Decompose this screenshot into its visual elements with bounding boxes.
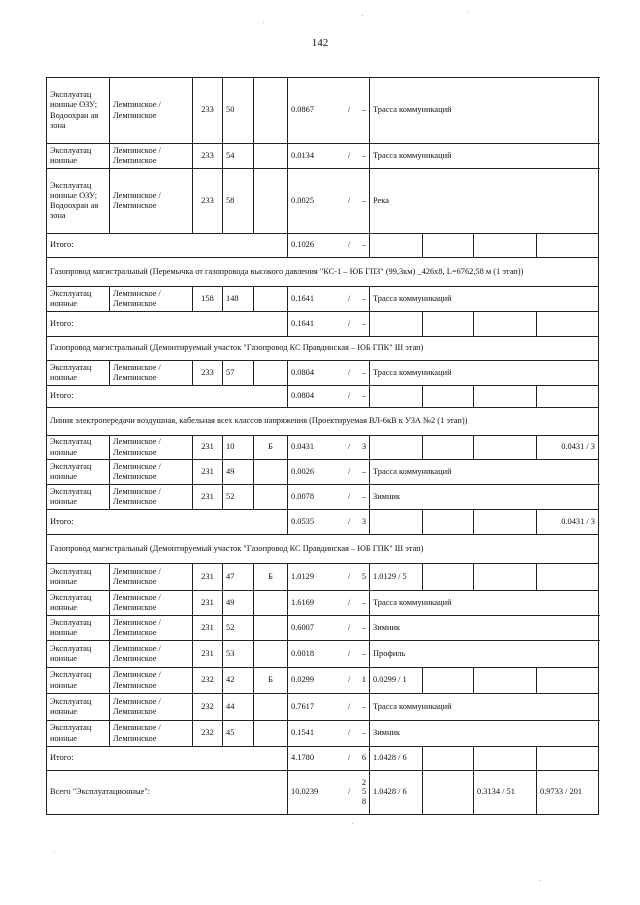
- purpose-cell: Зимник: [370, 721, 599, 747]
- quarter-cell: 232: [193, 721, 223, 747]
- section-title: Линия электропередачи воздушная, кабельная всех классов напряжения (Проектируемая ВЛ-6кВ к УЗА №2 (1 этап)): [47, 408, 599, 436]
- area-separator: /: [347, 105, 351, 115]
- category-cell: Эксплуатац ионные: [47, 361, 110, 386]
- table-row: [47, 641, 599, 668]
- section-header-row: [47, 258, 599, 287]
- c2-cell: [423, 771, 474, 815]
- c4-cell: 0.0431 / 3: [537, 510, 599, 535]
- table-row: [47, 564, 599, 591]
- count-value: –: [361, 466, 366, 476]
- count-value: –: [361, 240, 366, 250]
- c2-cell: [423, 668, 474, 694]
- area-cell: [288, 616, 370, 641]
- table-row: [47, 287, 599, 312]
- c2-cell: [423, 386, 474, 408]
- area-value: 0.1541: [291, 728, 315, 738]
- c4-cell: 0.9733 / 201: [537, 771, 599, 815]
- area-cell: [288, 721, 370, 747]
- plot-cell: 52: [223, 485, 254, 510]
- category-cell: Эксплуатац ионные: [47, 694, 110, 721]
- area-separator: /: [347, 466, 351, 476]
- area-separator: /: [347, 318, 351, 328]
- land-plots-table: [46, 77, 599, 815]
- quarter-cell: 233: [193, 361, 223, 386]
- area-cell: [288, 591, 370, 616]
- category-cell: Эксплуатац ионные ОЗУ; Водоохран ая зона: [47, 78, 110, 144]
- count-value: –: [361, 150, 366, 160]
- count-digit: 5: [361, 787, 366, 797]
- area-cell: [288, 747, 370, 771]
- plot-cell: 148: [223, 287, 254, 312]
- area-cell: [288, 78, 370, 144]
- locality-cell: Лемпинское / Лемпинское: [110, 144, 193, 169]
- count-value: –: [361, 728, 366, 738]
- purpose-cell: Трасса коммуникаций: [370, 287, 599, 312]
- c1-cell: 1.0428 / 6: [370, 747, 423, 771]
- area-value: 0.1641: [291, 318, 315, 328]
- purpose-cell: Профиль: [370, 641, 599, 668]
- area-cell: [288, 386, 370, 408]
- mark-cell: [254, 721, 288, 747]
- purpose-cell: Трасса коммуникаций: [370, 591, 599, 616]
- area-cell: [288, 169, 370, 234]
- locality-cell: Лемпинское / Лемпинское: [110, 641, 193, 668]
- quarter-cell: 233: [193, 169, 223, 234]
- c4-cell: 0.0431 / 3: [537, 436, 599, 460]
- area-cell: [288, 668, 370, 694]
- area-separator: /: [347, 491, 351, 501]
- table-row: [47, 485, 599, 510]
- area-value: 0.0026: [291, 466, 315, 476]
- area-value: 0.0018: [291, 648, 315, 658]
- category-cell: Эксплуатац ионные: [47, 668, 110, 694]
- subtotal-row: [47, 510, 599, 535]
- c3-cell: [474, 436, 537, 460]
- quarter-cell: 231: [193, 641, 223, 668]
- subtotal-label: Итого:: [47, 510, 288, 535]
- quarter-cell: 233: [193, 78, 223, 144]
- subtotal-label: Итого:: [47, 747, 288, 771]
- scan-speck: [54, 851, 55, 852]
- area-separator: /: [347, 293, 351, 303]
- locality-cell: Лемпинское / Лемпинское: [110, 460, 193, 485]
- area-cell: [288, 510, 370, 535]
- c4-cell: [537, 312, 599, 337]
- purpose-cell: Зимник: [370, 616, 599, 641]
- c4-cell: [537, 747, 599, 771]
- count-value: –: [361, 491, 366, 501]
- section-header-row: [47, 535, 599, 564]
- area-value: 1.0129: [291, 571, 315, 581]
- category-cell: Эксплуатац ионные: [47, 721, 110, 747]
- category-cell: Эксплуатац ионные: [47, 287, 110, 312]
- area-value: 4.1780: [291, 753, 315, 763]
- table-row: [47, 591, 599, 616]
- c2-cell: [423, 564, 474, 591]
- mark-cell: [254, 287, 288, 312]
- scan-speck: [540, 880, 541, 881]
- count-value: 3: [361, 516, 366, 526]
- c1-cell: 1.0428 / 6: [370, 771, 423, 815]
- table-row: [47, 616, 599, 641]
- locality-cell: Лемпинское / Лемпинское: [110, 591, 193, 616]
- count-digit: 2: [361, 777, 366, 787]
- category-cell: Эксплуатац ионные: [47, 591, 110, 616]
- plot-cell: 50: [223, 78, 254, 144]
- plot-cell: 49: [223, 591, 254, 616]
- c1-cell: 1.0129 / 5: [370, 564, 423, 591]
- plot-cell: 44: [223, 694, 254, 721]
- mark-cell: [254, 616, 288, 641]
- category-cell: Эксплуатац ионные: [47, 616, 110, 641]
- area-value: 0.0299: [291, 675, 315, 685]
- mark-cell: [254, 144, 288, 169]
- plot-cell: 45: [223, 721, 254, 747]
- c2-cell: [423, 436, 474, 460]
- area-separator: /: [347, 787, 351, 797]
- count-value: –: [361, 195, 366, 205]
- purpose-cell: Трасса коммуникаций: [370, 460, 599, 485]
- quarter-cell: 231: [193, 460, 223, 485]
- c3-cell: [474, 747, 537, 771]
- c1-cell: [370, 510, 423, 535]
- c4-cell: [537, 234, 599, 258]
- area-cell: [288, 564, 370, 591]
- area-value: 0.7617: [291, 701, 315, 711]
- area-cell: [288, 485, 370, 510]
- area-separator: /: [347, 150, 351, 160]
- area-separator: /: [347, 516, 351, 526]
- area-value: 0.0431: [291, 442, 315, 452]
- mark-cell: [254, 591, 288, 616]
- area-cell: [288, 436, 370, 460]
- count-value: –: [361, 648, 366, 658]
- c2-cell: [423, 234, 474, 258]
- count-value: –: [361, 105, 366, 115]
- c4-cell: [537, 386, 599, 408]
- scan-speck: [352, 823, 353, 824]
- subtotal-label: Итого:: [47, 386, 288, 408]
- mark-cell: Б: [254, 436, 288, 460]
- table-row: [47, 436, 599, 460]
- area-value: 0.0867: [291, 105, 315, 115]
- area-value: 0.0134: [291, 150, 315, 160]
- quarter-cell: 158: [193, 287, 223, 312]
- plot-cell: 52: [223, 616, 254, 641]
- plot-cell: 53: [223, 641, 254, 668]
- plot-cell: 58: [223, 169, 254, 234]
- locality-cell: Лемпинское / Лемпинское: [110, 616, 193, 641]
- category-cell: Эксплуатац ионные: [47, 564, 110, 591]
- category-cell: Эксплуатац ионные: [47, 144, 110, 169]
- subtotal-row: [47, 312, 599, 337]
- count-value: 3: [361, 442, 366, 452]
- count-stack: [362, 778, 366, 807]
- area-value: 0.1641: [291, 293, 315, 303]
- area-value: 0.6007: [291, 622, 315, 632]
- area-separator: /: [347, 391, 351, 401]
- table-row: [47, 78, 599, 144]
- area-cell: [288, 144, 370, 169]
- quarter-cell: 232: [193, 694, 223, 721]
- mark-cell: [254, 460, 288, 485]
- c3-cell: [474, 564, 537, 591]
- c3-cell: [474, 234, 537, 258]
- plot-cell: 42: [223, 668, 254, 694]
- quarter-cell: 231: [193, 436, 223, 460]
- area-value: 10.0239: [291, 787, 319, 797]
- scan-speck: [263, 22, 264, 23]
- scan-speck: [468, 12, 469, 13]
- area-value: 0.0025: [291, 195, 315, 205]
- count-digit: 8: [361, 797, 366, 807]
- scan-speck: [362, 15, 363, 16]
- locality-cell: Лемпинское / Лемпинское: [110, 485, 193, 510]
- purpose-cell: Трасса коммуникаций: [370, 694, 599, 721]
- grand-total-row: [47, 771, 599, 815]
- section-title: Газопровод магистральный (Демонтируемый участок "Газопровод КС Правдинская – ЮБ ГПК" III этап): [47, 337, 599, 361]
- count-value: –: [361, 597, 366, 607]
- mark-cell: [254, 169, 288, 234]
- mark-cell: [254, 485, 288, 510]
- area-separator: /: [347, 597, 351, 607]
- locality-cell: Лемпинское / Лемпинское: [110, 564, 193, 591]
- c3-cell: [474, 386, 537, 408]
- locality-cell: Лемпинское / Лемпинское: [110, 721, 193, 747]
- c3-cell: [474, 668, 537, 694]
- section-header-row: [47, 337, 599, 361]
- c3-cell: [474, 312, 537, 337]
- mark-cell: [254, 361, 288, 386]
- area-separator: /: [347, 571, 351, 581]
- area-cell: [288, 694, 370, 721]
- locality-cell: Лемпинское / Лемпинское: [110, 169, 193, 234]
- quarter-cell: 233: [193, 144, 223, 169]
- quarter-cell: 232: [193, 668, 223, 694]
- purpose-cell: Трасса коммуникаций: [370, 361, 599, 386]
- purpose-cell: Река: [370, 169, 599, 234]
- c2-cell: [423, 747, 474, 771]
- section-header-row: [47, 408, 599, 436]
- table-row: [47, 169, 599, 234]
- plot-cell: 57: [223, 361, 254, 386]
- area-separator: /: [347, 675, 351, 685]
- area-separator: /: [347, 195, 351, 205]
- area-value: 0.0078: [291, 491, 315, 501]
- area-value: 0.0804: [291, 367, 315, 377]
- page-number: 142: [311, 37, 329, 49]
- area-cell: [288, 460, 370, 485]
- locality-cell: Лемпинское / Лемпинское: [110, 287, 193, 312]
- grand-total-label: Всего "Эксплуатационные":: [47, 771, 288, 815]
- c1-cell: [370, 436, 423, 460]
- plot-cell: 54: [223, 144, 254, 169]
- area-cell: [288, 234, 370, 258]
- section-title: Газопровод магистральный (Перемычка от газопровода высокого давления "КС-1 – ЮБ ГПЗ" (99,3км) _426x8, L=6762,58 м (1 этап)): [47, 258, 599, 287]
- area-value: 0.1026: [291, 240, 315, 250]
- category-cell: Эксплуатац ионные: [47, 460, 110, 485]
- table-row: [47, 694, 599, 721]
- area-separator: /: [347, 701, 351, 711]
- c1-cell: 0.0299 / 1: [370, 668, 423, 694]
- mark-cell: [254, 694, 288, 721]
- subtotal-row: [47, 386, 599, 408]
- category-cell: Эксплуатац ионные: [47, 436, 110, 460]
- area-value: 0.0535: [291, 516, 315, 526]
- area-cell: [288, 287, 370, 312]
- purpose-cell: Трасса коммуникаций: [370, 78, 599, 144]
- area-separator: /: [347, 240, 351, 250]
- area-cell: [288, 641, 370, 668]
- area-separator: /: [347, 753, 351, 763]
- table-row: [47, 668, 599, 694]
- table-row: [47, 361, 599, 386]
- quarter-cell: 231: [193, 591, 223, 616]
- quarter-cell: 231: [193, 564, 223, 591]
- locality-cell: Лемпинское / Лемпинское: [110, 694, 193, 721]
- c2-cell: [423, 510, 474, 535]
- category-cell: Эксплуатац ионные: [47, 641, 110, 668]
- area-separator: /: [347, 442, 351, 452]
- count-value: –: [361, 701, 366, 711]
- locality-cell: Лемпинское / Лемпинское: [110, 436, 193, 460]
- area-value: 0.0804: [291, 391, 315, 401]
- count-value: –: [361, 318, 366, 328]
- count-value: –: [361, 391, 366, 401]
- subtotal-row: [47, 747, 599, 771]
- quarter-cell: 231: [193, 485, 223, 510]
- mark-cell: Б: [254, 668, 288, 694]
- count-value: 1: [361, 675, 366, 685]
- c1-cell: [370, 312, 423, 337]
- count-value: –: [361, 622, 366, 632]
- category-cell: Эксплуатац ионные: [47, 485, 110, 510]
- area-cell: [288, 771, 370, 815]
- area-separator: /: [347, 367, 351, 377]
- section-title: Газопровод магистральный (Демонтируемый участок "Газопровод КС Правдинская – ЮБ ГПК" III этап): [47, 535, 599, 564]
- plot-cell: 49: [223, 460, 254, 485]
- count-value: 5: [361, 571, 366, 581]
- count-value: [354, 778, 366, 808]
- locality-cell: Лемпинское / Лемпинское: [110, 78, 193, 144]
- subtotal-label: Итого:: [47, 234, 288, 258]
- subtotal-label: Итого:: [47, 312, 288, 337]
- area-separator: /: [347, 648, 351, 658]
- table-row: [47, 460, 599, 485]
- c3-cell: [474, 510, 537, 535]
- mark-cell: [254, 641, 288, 668]
- c2-cell: [423, 312, 474, 337]
- purpose-cell: Трасса коммуникаций: [370, 144, 599, 169]
- area-cell: [288, 312, 370, 337]
- table-row: [47, 721, 599, 747]
- locality-cell: Лемпинское / Лемпинское: [110, 668, 193, 694]
- c3-cell: 0.3134 / 51: [474, 771, 537, 815]
- area-separator: /: [347, 728, 351, 738]
- table-row: [47, 144, 599, 169]
- category-cell: Эксплуатац ионные ОЗУ; Водоохран ая зона: [47, 169, 110, 234]
- area-separator: /: [347, 622, 351, 632]
- c4-cell: [537, 564, 599, 591]
- area-value: 1.6169: [291, 597, 315, 607]
- locality-cell: Лемпинское / Лемпинское: [110, 361, 193, 386]
- subtotal-row: [47, 234, 599, 258]
- c1-cell: [370, 386, 423, 408]
- mark-cell: Б: [254, 564, 288, 591]
- mark-cell: [254, 78, 288, 144]
- plot-cell: 10: [223, 436, 254, 460]
- plot-cell: 47: [223, 564, 254, 591]
- count-value: 6: [361, 753, 366, 763]
- c4-cell: [537, 668, 599, 694]
- quarter-cell: 231: [193, 616, 223, 641]
- c1-cell: [370, 234, 423, 258]
- count-value: –: [361, 367, 366, 377]
- area-cell: [288, 361, 370, 386]
- count-value: –: [361, 293, 366, 303]
- purpose-cell: Зимник: [370, 485, 599, 510]
